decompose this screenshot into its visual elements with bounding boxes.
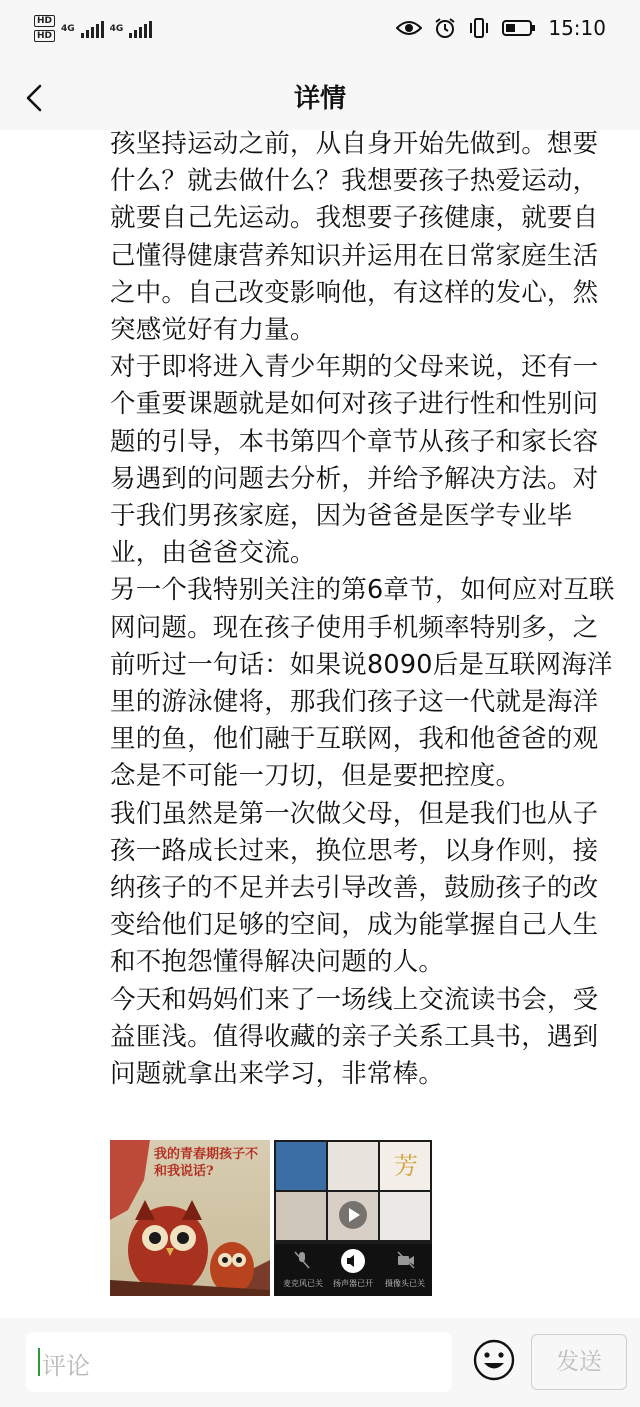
camera-status-label: 摄像头已关 [385,1279,425,1288]
network-type-1: 4G [61,23,75,34]
owl-illustration [110,1140,270,1296]
article-paragraph: 孩坚持运动之前，从自身开始先做到。想要什么？就去做什么？我想要孩子热爱运动，就要自己先运动。我想要子孩健康，就要自己懂得健康营养知识并运用在日常家庭生活之中。自己改变影响他，有这样的发心，然突感觉好有力量。 [110,130,599,346]
book-cover-image[interactable] [110,1140,270,1296]
signal-strength-1-icon [81,20,104,38]
article-content[interactable] [0,130,640,1318]
eye-comfort-icon [396,19,422,37]
alarm-icon [434,17,456,39]
camera-off-icon [396,1250,416,1270]
text-caret [38,1348,40,1376]
article-paragraph: 我们虽然是第一次做父母，但是我们也从子孩一路成长过来，换位思考，以身作则，接纳孩子的不足并去引导改善，鼓励孩子的改变给他们足够的空间，成为能掌握自己人生和不抱怨懂得解决问题的人。 [110,798,599,978]
battery-icon [502,19,536,37]
status-icons [396,16,606,40]
clock-time: 15:10 [548,16,606,40]
page-title: 详情 [293,84,346,114]
article-paragraph: 今天和妈妈们来了一场线上交流读书会，受益匪浅。值得收藏的亲子关系工具书，遇到问题就拿出来学习，非常棒。 [110,984,599,1090]
comment-bar [0,1318,640,1407]
article-paragraph: 对于即将进入青少年期的父母来说，还有一个重要课题就是如何对孩子进行性和性别问题的引导，本书第四个章节从孩子和家长容易遇到的问题去分析，并给予解决方法。对于我们男孩家庭，因为爸爸是医学专业毕业，由爸爸交流。 [110,352,599,569]
status-bar [0,0,640,64]
play-icon [338,1200,368,1230]
navigation-header [0,64,640,130]
mic-status-label: 麦克风已关 [283,1279,323,1288]
speaker-on-icon [340,1248,366,1274]
sim2-hd-badge: HD [34,30,55,42]
emoji-button[interactable] [472,1338,516,1382]
signal-strength-2-icon [129,20,152,38]
vibrate-icon [468,17,490,39]
sim1-hd-badge: HD [34,15,55,27]
article-paragraph: 另一个我特别关注的第6章节，如何应对互联网问题。现在孩子使用手机频率特别多，之前听过一句话：如果说8090后是互联网海洋里的游泳健将，那我们孩子这一代就是海洋里的鱼，他们融于互联网，我和他爸爸的观念是不可能一刀切，但是要把控度。 [110,575,615,792]
comment-placeholder: 评论 [42,1352,90,1380]
speaker-status-label: 扬声器已开 [333,1279,373,1288]
signal-indicators [34,15,152,42]
meeting-screenshot-image[interactable] [274,1140,432,1296]
comment-input[interactable] [26,1332,452,1392]
book-cover-title: 我的青春期孩子不和我说话? [154,1147,259,1179]
meeting-brand-text: 芳 [394,1152,418,1180]
microphone-off-icon [292,1250,312,1270]
send-button[interactable]: 发送 [531,1334,627,1390]
article-text [110,130,615,1093]
network-type-2: 4G [109,23,124,34]
